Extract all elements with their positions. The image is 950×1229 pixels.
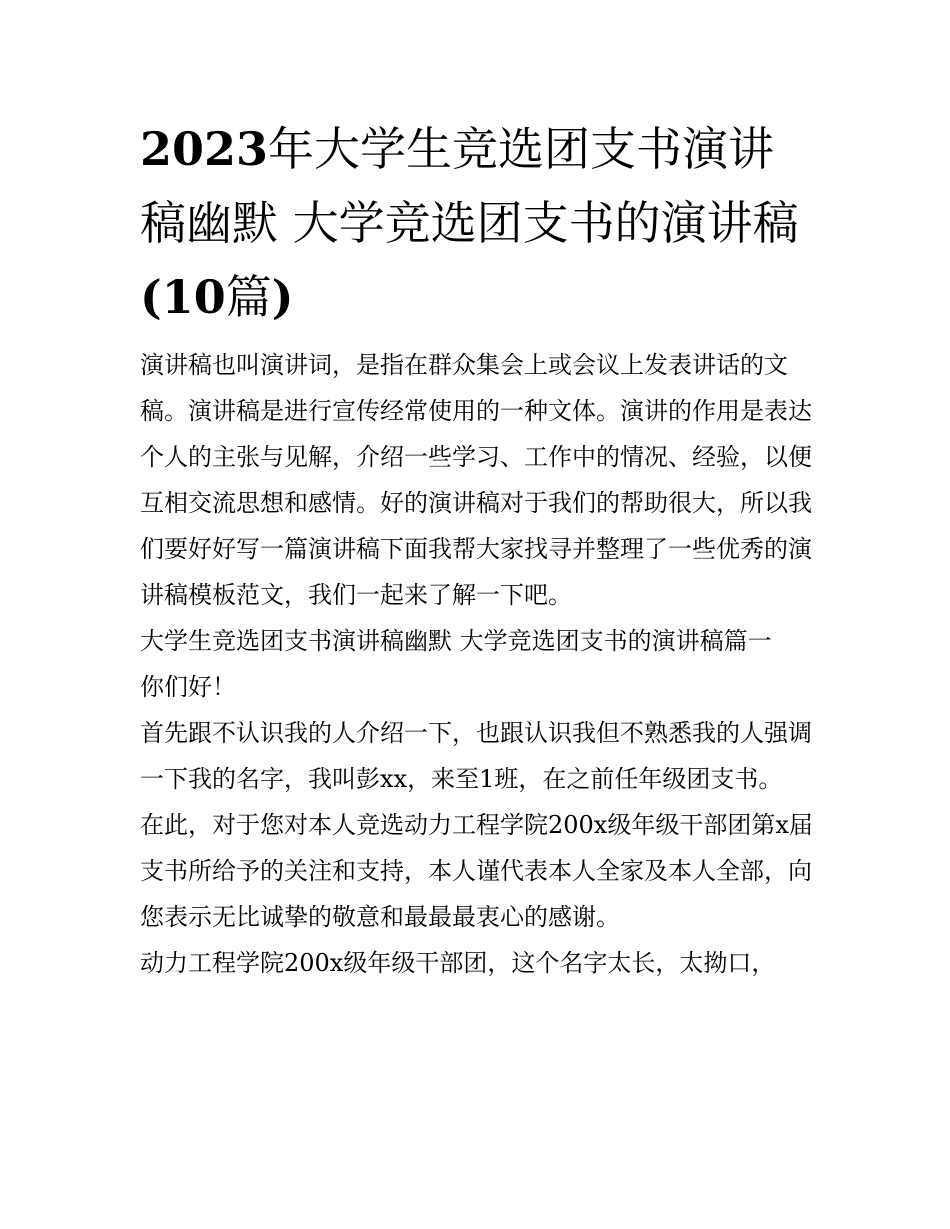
- document-body: [140, 342, 815, 986]
- paragraph-intro: 演讲稿也叫演讲词，是指在群众集会上或会议上发表讲话的文稿。演讲稿是进行宣传经常使用的一种文体。演讲的作用是表达个人的主张与见解，介绍一些学习、工作中的情况、经验，以便互相交流思想和感情。好的演讲稿对于我们的帮助很大，所以我们要好好写一篇演讲稿下面我帮大家找寻并整理了一些优秀的演讲稿模板范文，我们一起来了解一下吧。: [140, 351, 812, 609]
- paragraph-org-name: 动力工程学院200x级年级干部团，这个名字太长，太拗口，: [140, 949, 776, 977]
- document-title-text: 2023年大学生竞选团支书演讲稿幽默 大学竞选团支书的演讲稿(10篇): [140, 122, 799, 324]
- document-page: [140, 112, 815, 986]
- paragraph-thanks: 在此，对于您对本人竞选动力工程学院200x级年级干部团第x届支书所给予的关注和支持，本人谨代表本人全家及本人全部，向您表示无比诚挚的敬意和最最最衷心的感谢。: [140, 811, 813, 931]
- paragraph-greeting: 你们好！: [140, 673, 236, 701]
- document-title: [140, 112, 815, 334]
- paragraph-self-intro: 首先跟不认识我的人介绍一下，也跟认识我但不熟悉我的人强调一下我的名字，我叫彭xx，来至1班，在之前任年级团支书。: [140, 719, 812, 793]
- paragraph-section-heading: 大学生竞选团支书演讲稿幽默 大学竞选团支书的演讲稿篇一: [140, 627, 772, 655]
